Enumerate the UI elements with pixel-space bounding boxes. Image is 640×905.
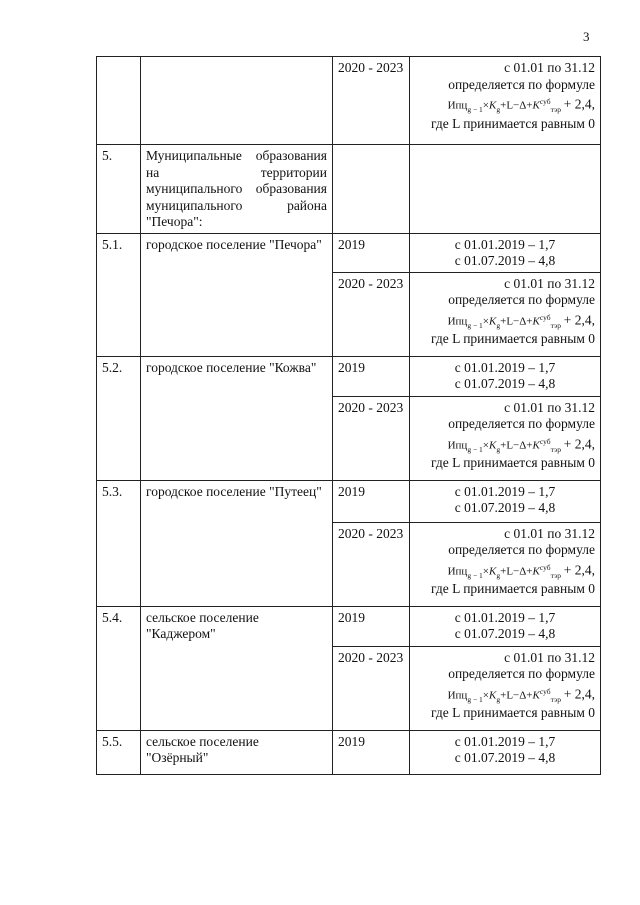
value-note: где L принимается равным 0 [430,455,595,471]
period-cell: 2020 - 2023 [333,646,410,730]
value-line: с 01.01 по 31.12 [504,275,595,291]
municipality-name: Муниципальные образования на территории муниципального образования муниципального района "Печора": [141,145,333,234]
tariff-formula: $Ипц_{g - 1}\times K_g+L-\Delta+K^{суб}_{тэр} + 2,4$, [447,562,595,580]
row-number: 5.1. [97,233,141,356]
tariff-formula: $Ипц_{g - 1}\times K_g+L-\Delta+K^{суб}_{тэр} + 2,4$, [447,312,595,330]
table-row [97,730,601,774]
value-line: с 01.07.2019 – 4,8 [454,500,556,515]
page-number: 3 [583,29,590,44]
municipality-name: городское поселение "Путеец" [141,480,333,606]
value-cell [410,522,601,606]
table-row [97,356,601,396]
municipality-name [141,606,333,730]
value-line: определяется по формуле [448,76,595,92]
value-line: с 01.01.2019 – 1,7 [454,359,556,375]
row-number [97,57,141,145]
table-row [97,233,601,272]
name-line: сельское поселение [146,733,259,749]
row-number: 5.5. [97,730,141,774]
value-line: с 01.01.2019 – 1,7 [454,609,556,625]
name-line: "Озёрный" [146,750,209,765]
value-line: с 01.01 по 31.12 [504,399,595,415]
value-cell [410,396,601,480]
value-line: с 01.01 по 31.12 [504,60,595,75]
value-line: определяется по формуле [448,416,595,431]
period-cell: 2019 [333,233,410,272]
value-line: с 01.07.2019 – 4,8 [454,750,556,765]
period-cell: 2020 - 2023 [333,57,410,145]
value-line: с 01.01 по 31.12 [504,525,595,541]
value-line: с 01.01.2019 – 1,7 [454,236,556,252]
name-line: "Каджером" [146,626,216,641]
value-line: определяется по формуле [448,542,595,557]
tariff-formula: $Ипц_{g - 1}\times K_g+L-\Delta+K^{суб}_{тэр} + 2,4$, [447,96,595,114]
value-cell [410,145,601,234]
value-cell [410,646,601,730]
municipality-name: городское поселение "Печора" [141,233,333,356]
value-cell [410,480,601,522]
table-row [97,480,601,522]
period-cell: 2020 - 2023 [333,272,410,356]
value-note: где L принимается равным 0 [430,705,595,721]
municipality-name [141,730,333,774]
municipality-name: городское поселение "Кожва" [141,356,333,480]
table-row [97,606,601,646]
value-cell [410,730,601,774]
value-line: с 01.07.2019 – 4,8 [454,253,556,268]
value-note: где L принимается равным 0 [430,331,595,347]
value-line: определяется по формуле [448,666,595,681]
period-cell: 2020 - 2023 [333,522,410,606]
row-number: 5.2. [97,356,141,480]
value-cell [410,233,601,272]
row-number: 5.4. [97,606,141,730]
value-note: где L принимается равным 0 [430,115,595,131]
value-cell [410,356,601,396]
period-cell: 2019 [333,356,410,396]
row-number: 5. [97,145,141,234]
value-note: где L принимается равным 0 [430,581,595,597]
name-line: сельское поселение [146,609,259,625]
value-cell [410,57,601,145]
period-cell: 2020 - 2023 [333,396,410,480]
period-cell [333,145,410,234]
table-row [97,57,601,145]
value-cell [410,606,601,646]
municipality-name [141,57,333,145]
value-line: с 01.01 по 31.12 [504,649,595,665]
value-cell [410,272,601,356]
row-number: 5.3. [97,480,141,606]
period-cell: 2019 [333,730,410,774]
value-line: с 01.07.2019 – 4,8 [454,626,556,641]
period-cell: 2019 [333,606,410,646]
tariff-formula: $Ипц_{g - 1}\times K_g+L-\Delta+K^{суб}_{тэр} + 2,4$, [447,436,595,454]
tariff-formula: $Ипц_{g - 1}\times K_g+L-\Delta+K^{суб}_{тэр} + 2,4$, [447,686,595,704]
value-line: определяется по формуле [448,292,595,307]
value-line: с 01.01.2019 – 1,7 [454,483,556,499]
period-cell: 2019 [333,480,410,522]
tariff-table [96,56,601,775]
value-line: с 01.07.2019 – 4,8 [454,376,556,391]
value-line: с 01.01.2019 – 1,7 [454,733,556,749]
table-row [97,145,601,234]
